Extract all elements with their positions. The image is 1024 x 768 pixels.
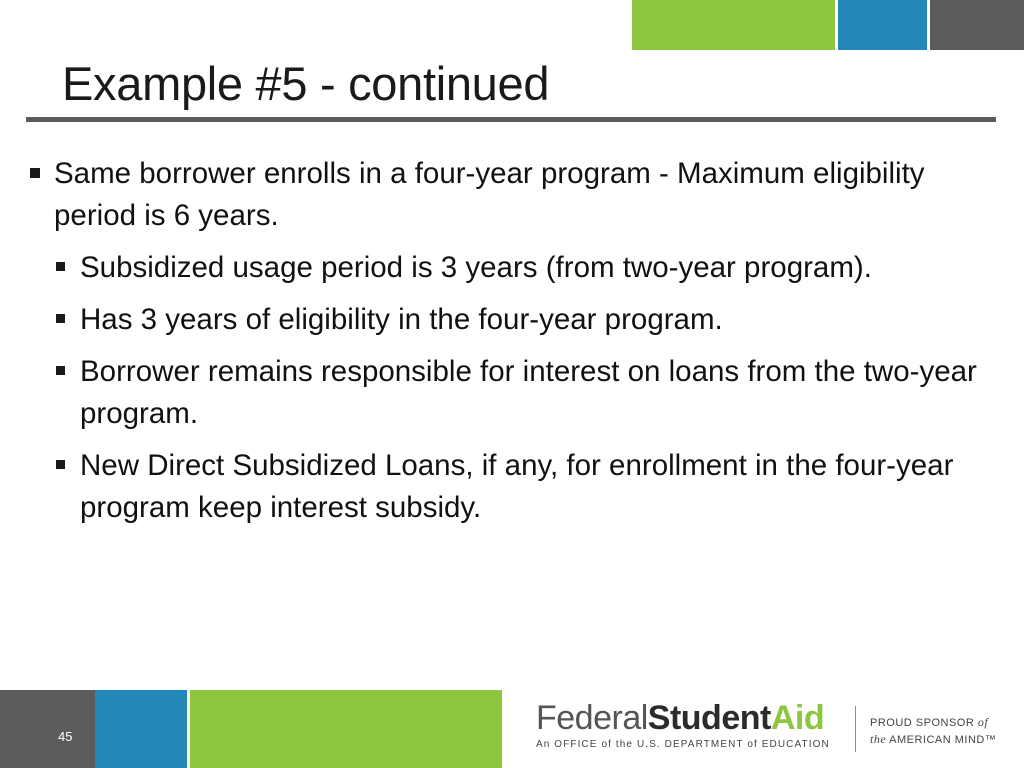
bullet-list: [30, 153, 1005, 529]
slide-title: Example #5 - continued: [62, 57, 550, 110]
footer-gray-block: [0, 690, 95, 768]
sub-bullet-item: [56, 247, 1005, 289]
sub-bullets: [30, 247, 1005, 529]
square-bullet-icon: [56, 460, 65, 469]
sub-bullet-text: New Direct Subsidized Loans, if any, for enrollment in the four-year program keep interest subsidy.: [80, 449, 954, 524]
logo-student: Student: [647, 699, 771, 737]
square-bullet-icon: [56, 314, 65, 323]
sponsor-of: of: [977, 715, 989, 729]
sponsor-the: the: [870, 732, 887, 746]
logo-divider: [855, 706, 856, 752]
sub-bullet-text: Borrower remains responsible for interest on loans from the two-year program.: [80, 355, 977, 430]
logo-federal: Federal: [536, 699, 648, 737]
square-bullet-icon: [56, 366, 65, 375]
footer-blue-block: [95, 690, 187, 768]
sub-bullet-list: [30, 247, 1005, 529]
slide-content: [30, 153, 1005, 529]
sub-bullet-item: [56, 299, 1005, 341]
logo-subtitle: An OFFICE of the U.S. DEPARTMENT of EDUCATION: [536, 739, 830, 750]
sponsor-line-2: [870, 731, 996, 748]
logo-wordmark: [536, 700, 846, 736]
square-bullet-icon: [30, 168, 40, 178]
logo-aid: Aid: [770, 699, 825, 737]
top-gray-block: [930, 0, 1024, 50]
footer-green-block: [190, 690, 502, 768]
sponsor-prefix: PROUD SPONSOR: [870, 717, 975, 729]
page-number: 45: [58, 729, 73, 744]
sponsor-tagline: [870, 714, 996, 748]
federal-student-aid-logo: [536, 700, 846, 760]
title-divider: [26, 117, 996, 122]
sub-bullet-item: [56, 445, 1005, 529]
sponsor-line-1: [870, 714, 996, 731]
sub-bullet-text: Subsidized usage period is 3 years (from two-year program).: [80, 251, 872, 284]
main-bullet-text: Same borrower enrolls in a four-year program - Maximum eligibility period is 6 years.: [54, 157, 925, 232]
main-bullet: [30, 153, 1005, 237]
square-bullet-icon: [56, 262, 65, 271]
sub-bullet-text: Has 3 years of eligibility in the four-year program.: [80, 303, 723, 336]
sponsor-american-mind: AMERICAN MIND™: [889, 734, 997, 746]
sub-bullet-item: [56, 351, 1005, 435]
top-blue-block: [838, 0, 927, 50]
top-green-block: [632, 0, 835, 50]
